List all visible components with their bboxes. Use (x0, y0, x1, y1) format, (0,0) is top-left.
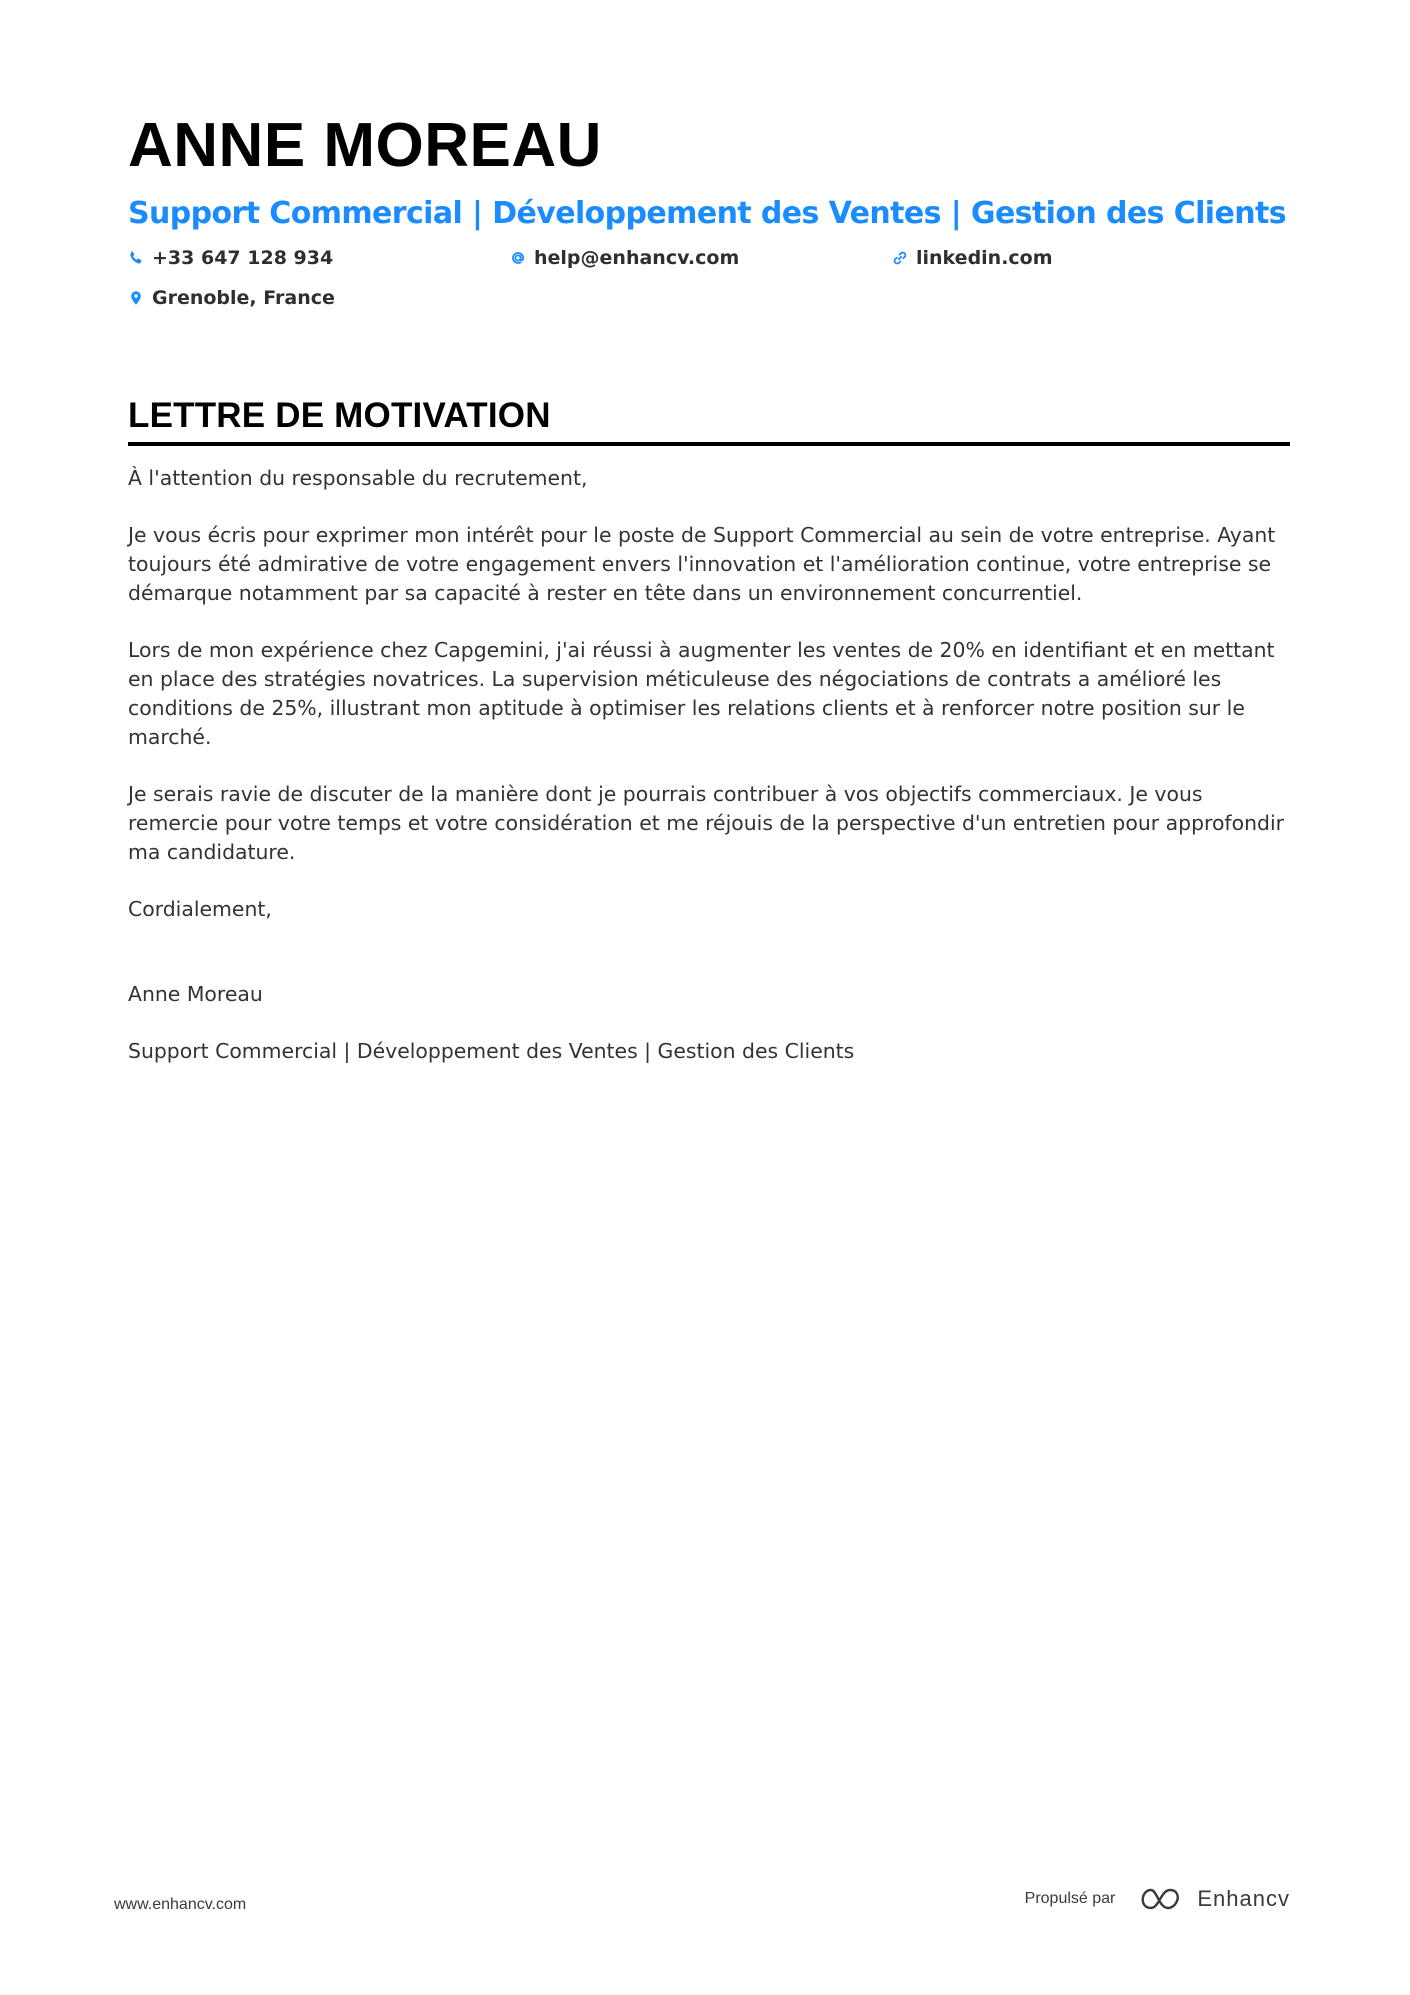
enhancv-logo-icon (1137, 1886, 1185, 1912)
signature-name: Anne Moreau (128, 982, 263, 1006)
candidate-name: ANNE MOREAU (128, 111, 602, 180)
letter-paragraph: Lors de mon expérience chez Capgemini, j'ai réussi à augmenter les ventes de 20% en identifiant et en mettant en place des stratégies novatrices. La supervision méticuleuse des négociations de contrats a amélioré les conditions de 25%, illustrant mon aptitude à optimiser les relations clients et à renforcer notre position sur le marché. (128, 638, 1275, 749)
brand-name: Enhancv (1197, 1886, 1290, 1911)
contact-location-text: Grenoble, France (152, 287, 335, 309)
at-icon (510, 248, 526, 268)
footer-branding[interactable] (1025, 1886, 1290, 1912)
letter-paragraph: Je vous écris pour exprimer mon intérêt pour le poste de Support Commercial au sein de votre entreprise. Ayant toujours été admirative de votre engagement envers l'innovation et l'amélioration continue, votre entreprise se démarque notamment par sa capacité à rester en tête dans un environnement concurrentiel. (128, 523, 1276, 605)
signature-title: Support Commercial | Développement des Ventes | Gestion des Clients (128, 1039, 855, 1063)
contact-email[interactable] (510, 246, 892, 270)
section-title: LETTRE DE MOTIVATION (128, 396, 551, 435)
headline: Support Commercial | Développement des Ventes | Gestion des Clients (128, 196, 1286, 231)
letter-greeting: À l'attention du responsable du recrutement, (128, 466, 588, 490)
letter-paragraph: Je serais ravie de discuter de la manière dont je pourrais contribuer à vos objectifs commerciaux. Je vous remercie pour votre temps et votre considération et me réjouis de la perspective d'un entretien pour approfondir ma candidature. (128, 782, 1284, 864)
contact-phone-text: +33 647 128 934 (152, 247, 334, 269)
letter-body (128, 464, 1290, 1066)
contact-linkedin[interactable] (892, 246, 1290, 270)
contact-linkedin-text: linkedin.com (916, 247, 1053, 269)
letter-closing: Cordialement, (128, 897, 272, 921)
footer-website[interactable]: www.enhancv.com (114, 1896, 247, 1913)
link-icon (892, 248, 908, 268)
contact-location (128, 286, 510, 310)
contact-phone[interactable] (128, 246, 510, 270)
resume-page (128, 108, 1290, 1094)
section-divider (128, 442, 1290, 446)
phone-icon (128, 248, 144, 268)
powered-by-label: Propulsé par (1024, 1890, 1116, 1907)
contact-email-text: help@enhancv.com (534, 247, 740, 269)
contact-list (128, 246, 1290, 310)
location-pin-icon (128, 288, 144, 308)
